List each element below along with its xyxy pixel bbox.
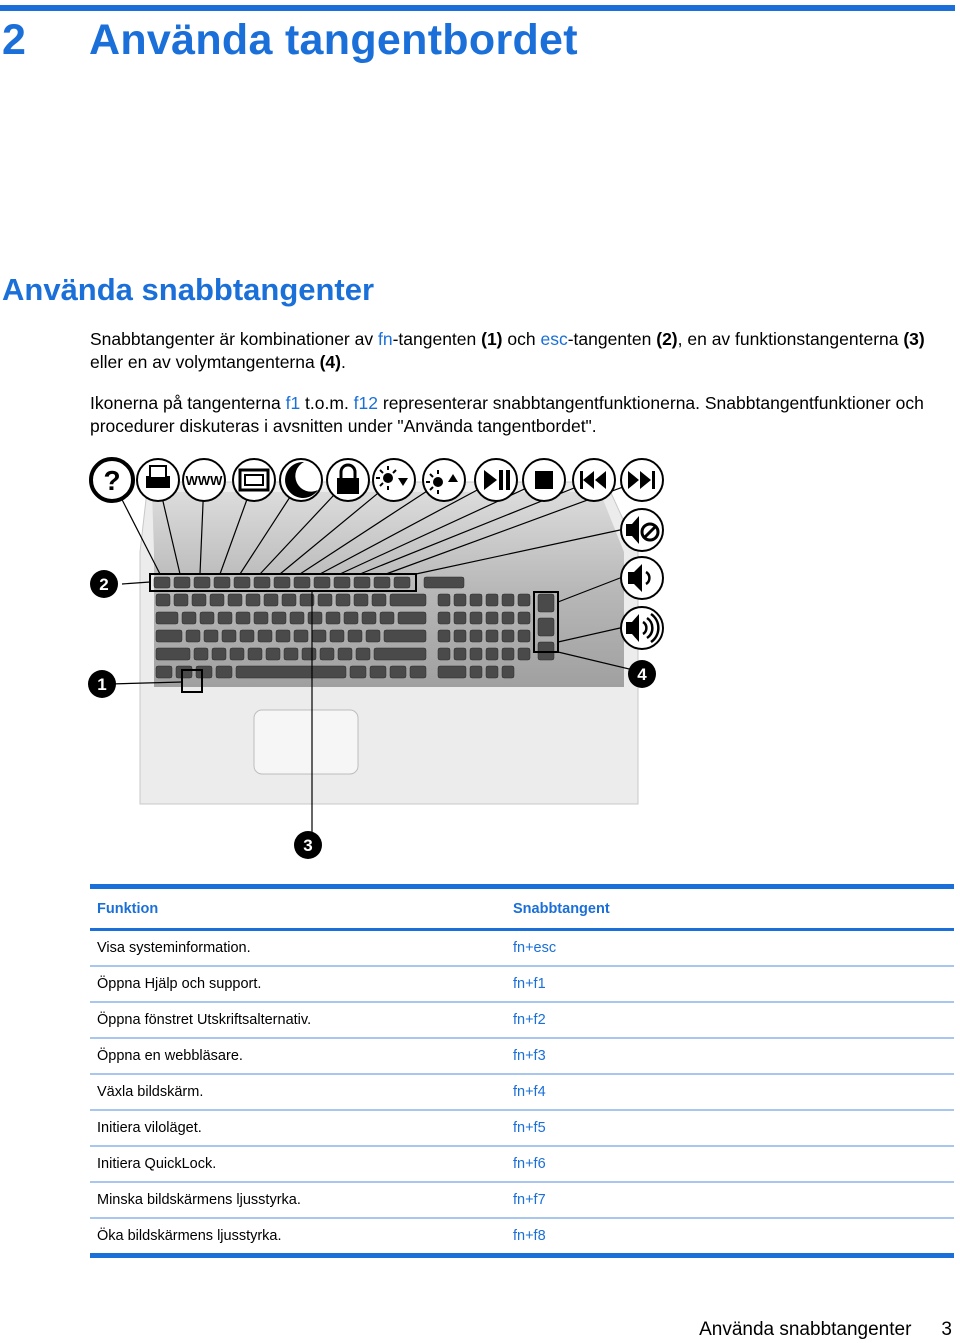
- key-row-6: [156, 666, 514, 678]
- key-row-5: [156, 648, 530, 660]
- display-icon: [233, 459, 275, 501]
- chapter-title-text: Använda tangentbordet: [89, 16, 578, 64]
- www-label: WWW: [185, 473, 223, 488]
- function-cell: Visa systeminformation.: [90, 930, 506, 967]
- table-row: [90, 930, 954, 967]
- hotkey-cell: fn+f3: [506, 1038, 954, 1074]
- table-row: [90, 1218, 954, 1253]
- function-cell: Minska bildskärmens ljusstyrka.: [90, 1182, 506, 1218]
- f12-key-ref: f12: [353, 393, 378, 413]
- svg-text:4: 4: [637, 665, 647, 684]
- chapter-title: [2, 16, 578, 65]
- table-row: [90, 1038, 954, 1074]
- hotkey-cell: fn+f7: [506, 1182, 954, 1218]
- table-row: [90, 1002, 954, 1038]
- table-header-row: [90, 889, 954, 930]
- volume-down-icon: [621, 557, 663, 599]
- next-track-icon: [621, 459, 663, 501]
- print-icon: [137, 459, 179, 501]
- brightness-up-icon: [423, 459, 465, 501]
- table-row: [90, 966, 954, 1002]
- hotkey-cell: fn+f6: [506, 1146, 954, 1182]
- hotkey-table: [90, 884, 954, 1258]
- hotkey-cell: fn+f2: [506, 1002, 954, 1038]
- hotkey-cell: fn+f4: [506, 1074, 954, 1110]
- function-cell: Öppna fönstret Utskriftsalternativ.: [90, 1002, 506, 1038]
- callout-1: [88, 670, 116, 698]
- callout-4: [628, 660, 656, 688]
- callout-3: [294, 831, 322, 859]
- key-row-4: [156, 630, 530, 642]
- svg-text:?: ?: [103, 465, 121, 496]
- hotkey-cell: fn+f1: [506, 966, 954, 1002]
- column-header-hotkey: Snabbtangent: [506, 889, 954, 930]
- function-cell: Initiera QuickLock.: [90, 1146, 506, 1182]
- top-rule: [0, 5, 955, 11]
- chapter-number: 2: [2, 16, 27, 64]
- column-header-function: Funktion: [90, 889, 506, 930]
- brightness-down-icon: [373, 459, 415, 501]
- fn-key-ref: fn: [377, 329, 393, 349]
- sleep-icon: [280, 459, 322, 501]
- previous-track-icon: [573, 459, 615, 501]
- keyboard-figure: [86, 452, 670, 862]
- function-cell: Initiera viloläget.: [90, 1110, 506, 1146]
- table-bottom-rule: [90, 1253, 954, 1258]
- hotkey-cell: fn+f5: [506, 1110, 954, 1146]
- key-row-2: [156, 594, 530, 606]
- volume-key-column: [538, 594, 554, 660]
- page-footer: [699, 1319, 952, 1341]
- play-pause-icon: [475, 459, 517, 501]
- svg-text:1: 1: [97, 675, 107, 694]
- intro-paragraph: Snabbtangenter är kombinationer av fn-tangenten (1) och esc-tangenten (2), en av funktionstangenterna (3) eller en av volymtangenterna (4).: [90, 329, 925, 372]
- esc-key-ref: esc: [540, 329, 568, 349]
- svg-text:2: 2: [99, 575, 109, 594]
- footer-section-title: Använda snabbtangenter: [699, 1319, 912, 1340]
- lock-icon: [327, 459, 369, 501]
- page-number: 3: [941, 1319, 952, 1340]
- www-icon: [183, 459, 225, 501]
- stop-icon: [523, 459, 565, 501]
- mute-icon: [621, 509, 663, 551]
- hotkey-cell: fn+f8: [513, 1228, 546, 1244]
- touchpad: [254, 710, 358, 774]
- table-row: [90, 1146, 954, 1182]
- hotkey-cell: fn+esc: [506, 930, 954, 967]
- icons-paragraph: Ikonerna på tangenterna f1 t.o.m. f12 representerar snabbtangentfunktionerna. Snabbtangentfunktioner och procedurer diskuteras i avsnitten under "Använda tangentbordet".: [90, 393, 924, 436]
- function-cell: Öppna Hjälp och support.: [90, 966, 506, 1002]
- table-row: [90, 1074, 954, 1110]
- table-row: [90, 1182, 954, 1218]
- section-title: Använda snabbtangenter: [2, 272, 375, 307]
- help-icon: [91, 459, 133, 501]
- function-cell: Öka bildskärmens ljusstyrka.: [97, 1228, 282, 1244]
- svg-text:3: 3: [303, 836, 313, 855]
- table-row: [90, 1110, 954, 1146]
- f1-key-ref: f1: [285, 393, 301, 413]
- volume-up-icon: [621, 607, 663, 649]
- function-cell: Öppna en webbläsare.: [90, 1038, 506, 1074]
- callout-2: [90, 570, 118, 598]
- function-cell: Växla bildskärm.: [90, 1074, 506, 1110]
